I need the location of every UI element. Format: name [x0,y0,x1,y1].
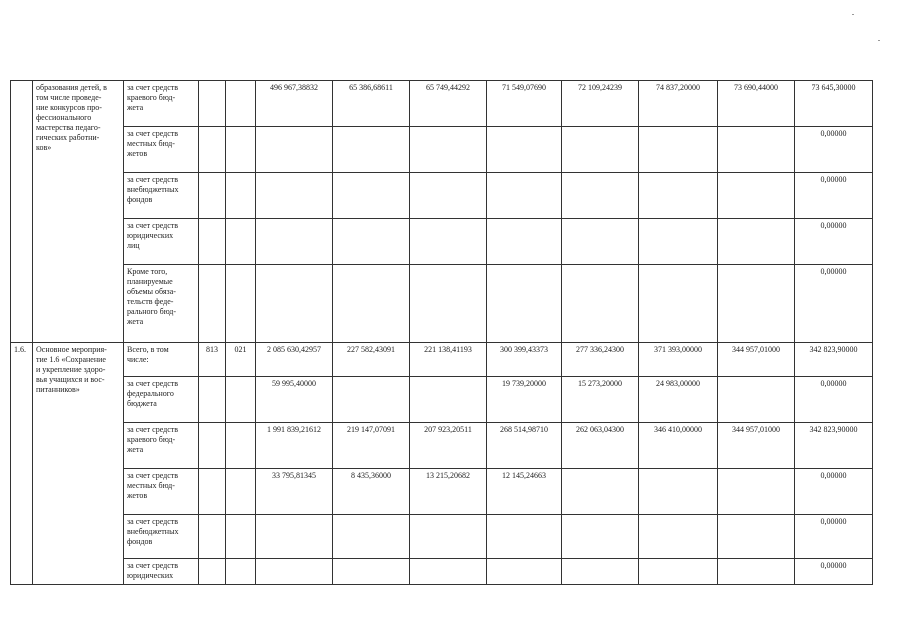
funding-source: за счет средств внебюджетных фондов [124,515,199,559]
amount-cell: 8 435,36000 [333,469,410,515]
amount-cell: 0,00000 [795,127,873,173]
amount-cell: 72 109,24239 [562,81,639,127]
budget-code-cell [199,81,226,127]
activity-title: Основное мероприя- тие 1.6 «Сохранение и укрепление здоро- вья учащихся и вос- питанников» [33,343,124,585]
budget-code-cell [199,265,226,343]
table-row [11,559,873,585]
amount-cell [639,127,718,173]
amount-cell: 73 645,30000 [795,81,873,127]
amount-cell [562,127,639,173]
budget-code-cell [199,559,226,585]
amount-cell [639,559,718,585]
section-code-cell [226,423,256,469]
budget-code-cell [199,219,226,265]
section-code-cell [226,127,256,173]
amount-cell [562,559,639,585]
amount-cell: 346 410,00000 [639,423,718,469]
row-index [11,81,33,343]
budget-code-cell: 813 [199,343,226,377]
amount-cell: 19 739,20000 [487,377,562,423]
amount-cell [256,127,333,173]
amount-cell [256,515,333,559]
amount-cell [562,469,639,515]
amount-cell: 342 823,90000 [795,343,873,377]
section-code-cell: 021 [226,343,256,377]
funding-source: за счет средств местных бюд- жетов [124,127,199,173]
funding-source: Всего, в том числе: [124,343,199,377]
amount-cell [410,265,487,343]
amount-cell: 344 957,01000 [718,423,795,469]
amount-cell [410,515,487,559]
table-row [11,469,873,515]
amount-cell [562,219,639,265]
amount-cell [487,127,562,173]
table-row [11,515,873,559]
amount-cell [718,515,795,559]
budget-code-cell [199,469,226,515]
amount-cell: 65 386,68611 [333,81,410,127]
amount-cell [562,173,639,219]
amount-cell: 12 145,24663 [487,469,562,515]
amount-cell: 496 967,38832 [256,81,333,127]
amount-cell: 33 795,81345 [256,469,333,515]
amount-cell [718,127,795,173]
amount-cell: 371 393,00000 [639,343,718,377]
table-row [11,343,873,377]
amount-cell: 342 823,90000 [795,423,873,469]
amount-cell: 300 399,43373 [487,343,562,377]
amount-cell [256,559,333,585]
amount-cell [333,127,410,173]
budget-code-cell [199,423,226,469]
amount-cell: 59 995,40000 [256,377,333,423]
amount-cell: 344 957,01000 [718,343,795,377]
amount-cell: 277 336,24300 [562,343,639,377]
funding-source: за счет средств краевого бюд- жета [124,81,199,127]
amount-cell [718,469,795,515]
amount-cell [718,265,795,343]
amount-cell [333,559,410,585]
amount-cell: 0,00000 [795,469,873,515]
funding-source: Кроме того, планируемые объемы обяза- тельств феде- рального бюд- жета [124,265,199,343]
amount-cell [718,173,795,219]
amount-cell [333,173,410,219]
section-code-cell [226,469,256,515]
amount-cell: 221 138,41193 [410,343,487,377]
amount-cell [410,219,487,265]
amount-cell: 13 215,20682 [410,469,487,515]
budget-code-cell [199,515,226,559]
amount-cell: 219 147,07091 [333,423,410,469]
amount-cell [487,265,562,343]
amount-cell [410,127,487,173]
amount-cell [639,219,718,265]
section-code-cell [226,81,256,127]
amount-cell: 0,00000 [795,219,873,265]
amount-cell [256,219,333,265]
amount-cell [487,559,562,585]
section-code-cell [226,265,256,343]
section-code-cell [226,559,256,585]
section-code-cell [226,377,256,423]
amount-cell: 73 690,44000 [718,81,795,127]
amount-cell: 0,00000 [795,559,873,585]
amount-cell: 0,00000 [795,265,873,343]
amount-cell [639,469,718,515]
amount-cell [333,377,410,423]
amount-cell: 0,00000 [795,173,873,219]
amount-cell [487,219,562,265]
amount-cell: 1 991 839,21612 [256,423,333,469]
amount-cell [410,377,487,423]
amount-cell [562,265,639,343]
amount-cell [256,265,333,343]
funding-source: за счет средств внебюджетных фондов [124,173,199,219]
amount-cell [639,515,718,559]
table-row [11,127,873,173]
amount-cell: 74 837,20000 [639,81,718,127]
funding-source: за счет средств краевого бюд- жета [124,423,199,469]
row-index: 1.6. [11,343,33,585]
activity-title: образования детей, в том числе проведе- ние конкурсов про- фессионального мастерства педаго- гических работни- ков» [33,81,124,343]
amount-cell: 65 749,44292 [410,81,487,127]
amount-cell [487,515,562,559]
scan-speck [878,40,880,41]
amount-cell: 24 983,00000 [639,377,718,423]
amount-cell [718,219,795,265]
amount-cell [562,515,639,559]
amount-cell: 0,00000 [795,515,873,559]
amount-cell [256,173,333,219]
amount-cell [487,173,562,219]
table-row [11,219,873,265]
amount-cell: 15 273,20000 [562,377,639,423]
amount-cell [333,265,410,343]
amount-cell [639,173,718,219]
amount-cell: 207 923,20511 [410,423,487,469]
budget-code-cell [199,173,226,219]
amount-cell: 268 514,98710 [487,423,562,469]
section-code-cell [226,173,256,219]
table-row [11,377,873,423]
funding-source: за счет средств федерального бюджета [124,377,199,423]
table-row [11,423,873,469]
budget-code-cell [199,127,226,173]
amount-cell: 2 085 630,42957 [256,343,333,377]
amount-cell [410,559,487,585]
amount-cell [718,377,795,423]
table-row [11,173,873,219]
budget-table [10,80,873,585]
amount-cell: 0,00000 [795,377,873,423]
amount-cell: 71 549,07690 [487,81,562,127]
amount-cell [639,265,718,343]
table-row [11,81,873,127]
amount-cell: 227 582,43091 [333,343,410,377]
amount-cell: 262 063,04300 [562,423,639,469]
amount-cell [333,515,410,559]
scan-speck [852,14,854,15]
funding-source: за счет средств юридических [124,559,199,585]
section-code-cell [226,515,256,559]
budget-code-cell [199,377,226,423]
amount-cell [718,559,795,585]
table-row [11,265,873,343]
amount-cell [410,173,487,219]
amount-cell [333,219,410,265]
funding-source: за счет средств юридических лиц [124,219,199,265]
funding-source: за счет средств местных бюд- жетов [124,469,199,515]
section-code-cell [226,219,256,265]
